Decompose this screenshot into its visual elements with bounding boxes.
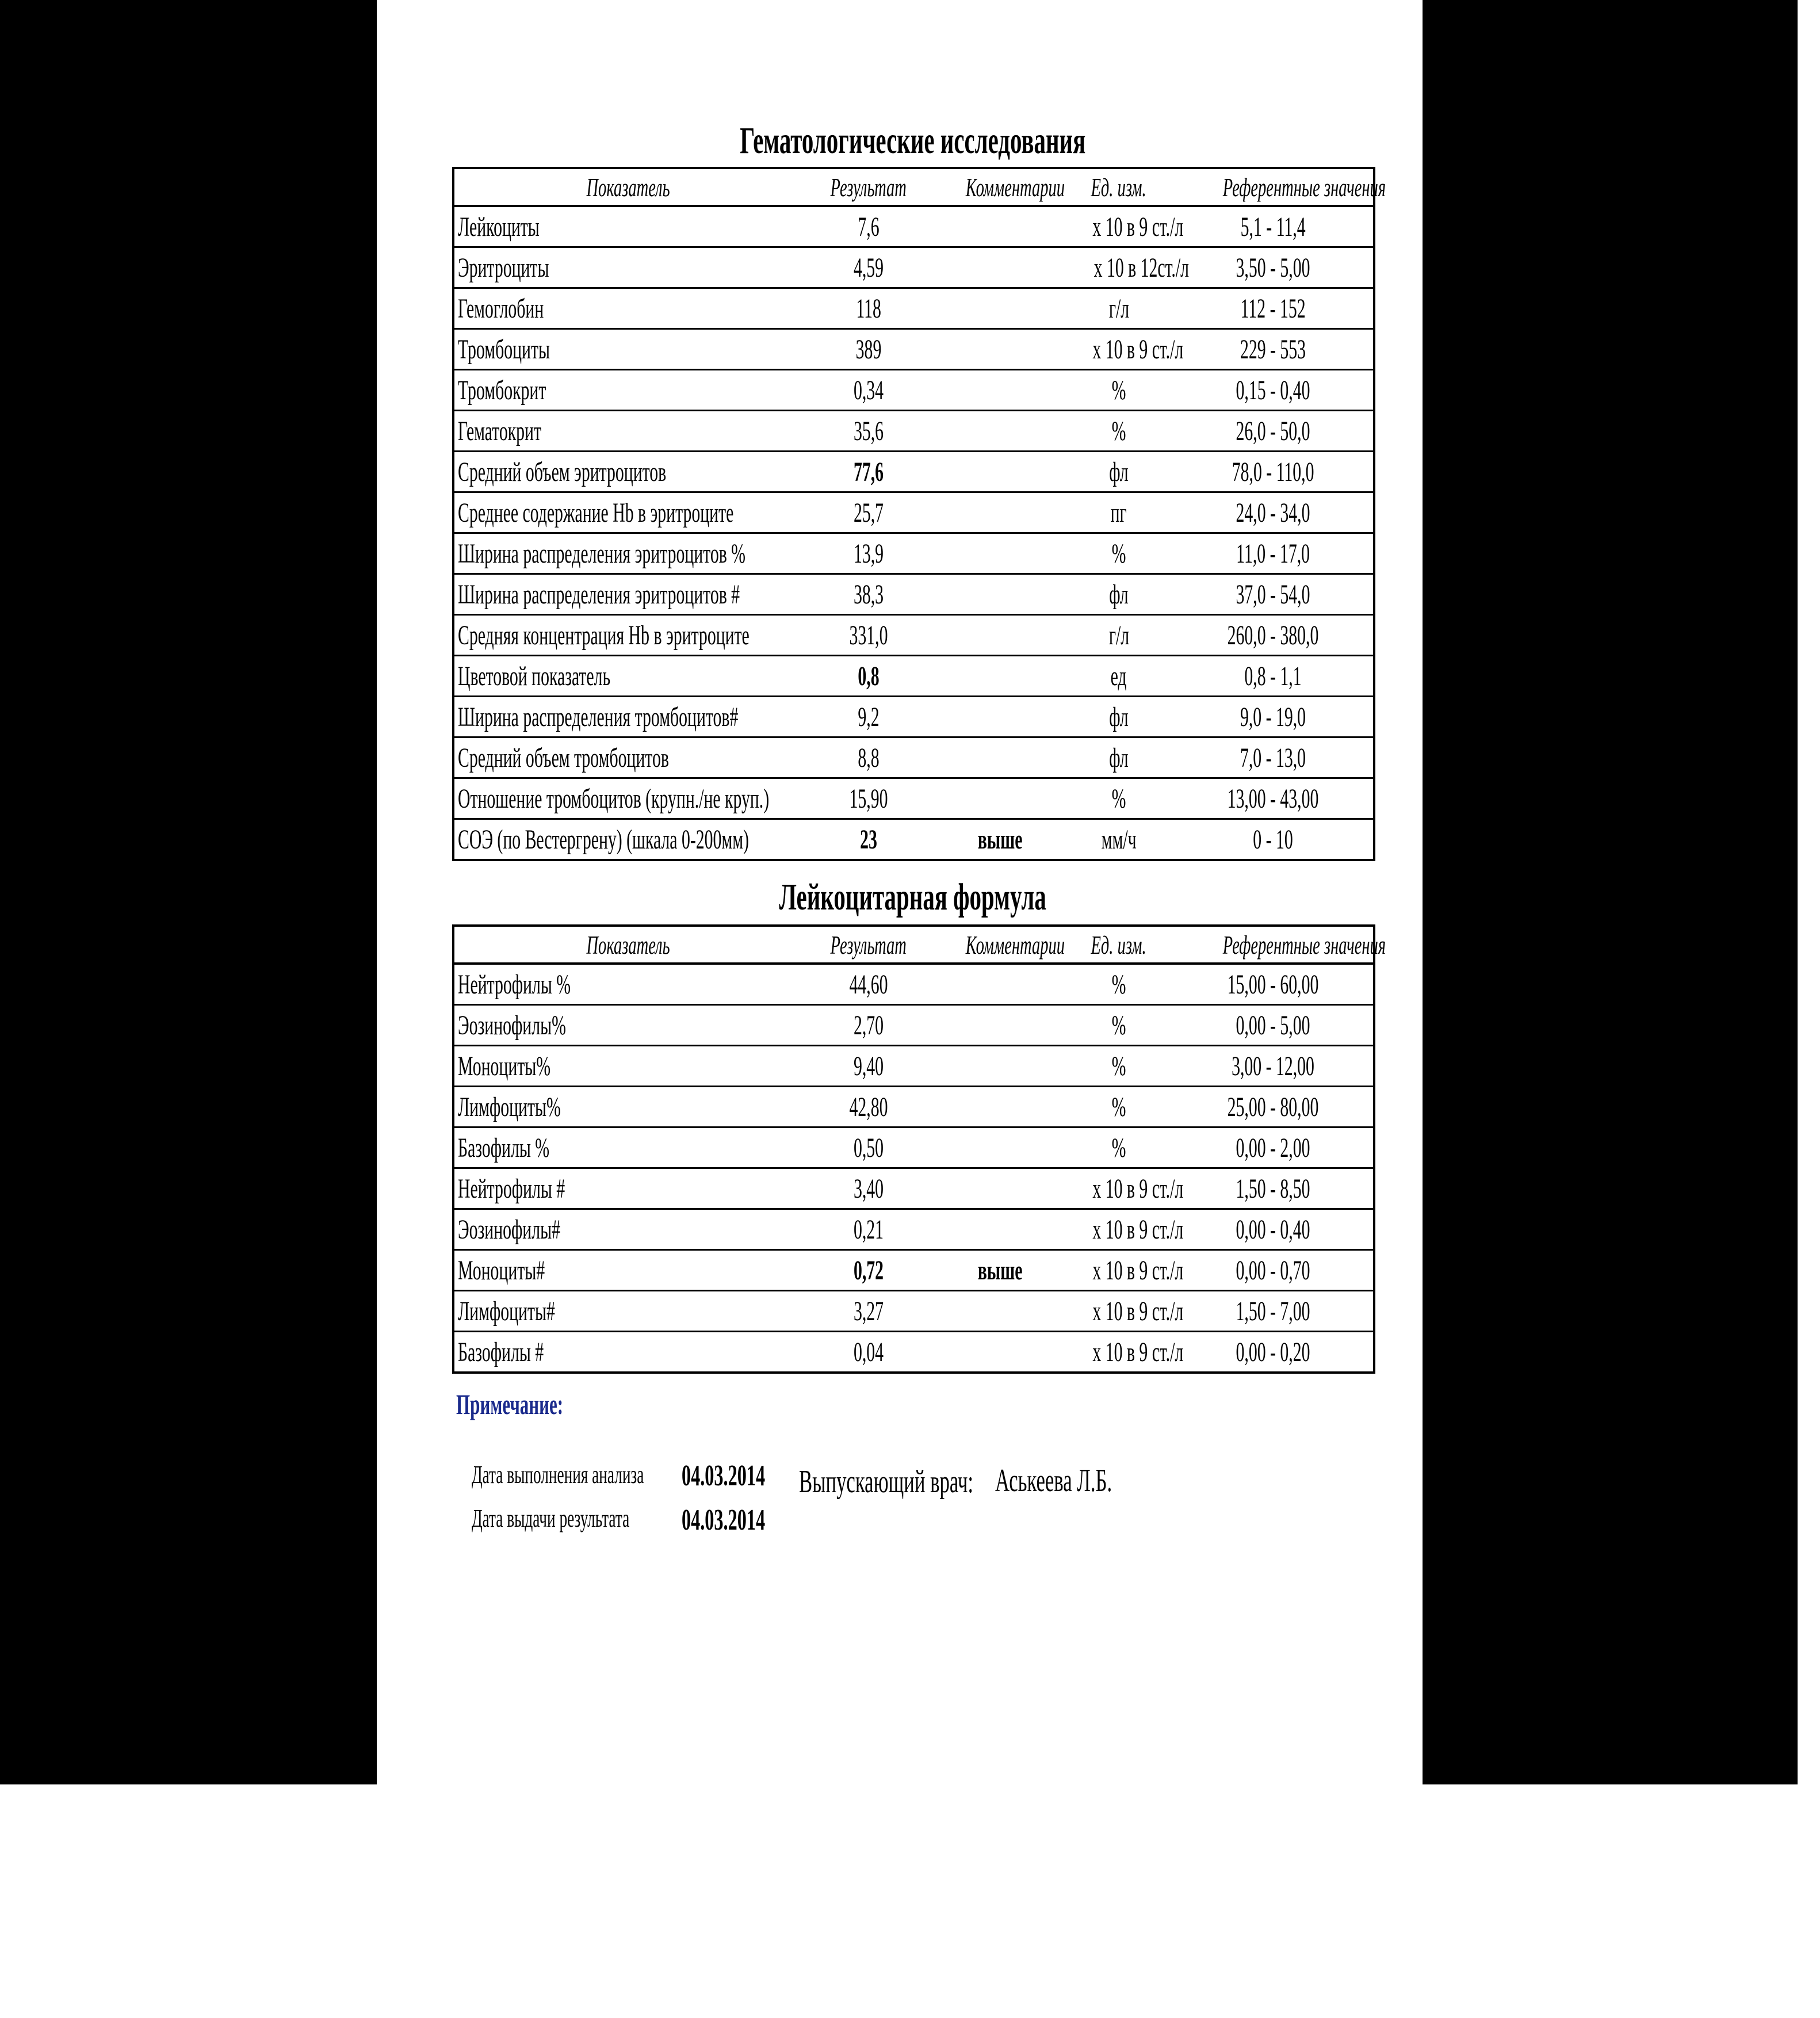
header-comment: Комментарии xyxy=(935,926,1065,964)
row-unit: х 10 в 9 ст./л xyxy=(1065,329,1173,370)
row-comment xyxy=(935,492,1065,533)
row-unit: г/л xyxy=(1065,288,1173,329)
row-ref: 0,00 - 0,70 xyxy=(1173,1250,1374,1291)
row-result: 4,59 xyxy=(802,247,935,288)
row-comment xyxy=(935,737,1065,778)
row-comment xyxy=(935,574,1065,615)
row-ref: 3,00 - 12,00 xyxy=(1173,1046,1374,1087)
row-ref: 37,0 - 54,0 xyxy=(1173,574,1374,615)
row-result: 42,80 xyxy=(802,1087,935,1128)
row-name: Нейтрофилы # xyxy=(453,1168,802,1209)
row-unit: % xyxy=(1065,1046,1173,1087)
header-name: Показатель xyxy=(453,926,802,964)
row-name: Лимфоциты% xyxy=(453,1087,802,1128)
row-ref: 0,15 - 0,40 xyxy=(1173,370,1374,411)
table-row xyxy=(453,452,1374,492)
row-comment xyxy=(935,1005,1065,1046)
row-comment xyxy=(935,329,1065,370)
right-black-band xyxy=(1423,0,1798,1784)
header-name: Показатель xyxy=(453,168,802,206)
row-name: Моноциты% xyxy=(453,1046,802,1087)
row-name: Ширина распределения эритроцитов # xyxy=(453,574,802,615)
table-row xyxy=(453,206,1374,247)
row-result: 7,6 xyxy=(802,206,935,247)
table-row xyxy=(453,1250,1374,1291)
row-comment xyxy=(935,697,1065,737)
row-result: 3,27 xyxy=(802,1291,935,1332)
table-row xyxy=(453,697,1374,737)
header-result: Результат xyxy=(802,926,935,964)
row-ref: 78,0 - 110,0 xyxy=(1173,452,1374,492)
row-name: Тромбоциты xyxy=(453,329,802,370)
row-result: 44,60 xyxy=(802,964,935,1005)
row-comment xyxy=(935,288,1065,329)
row-name: Нейтрофилы % xyxy=(453,964,802,1005)
header-result: Результат xyxy=(802,168,935,206)
row-result: 77,6 xyxy=(802,452,935,492)
header-comment: Комментарии xyxy=(935,168,1065,206)
row-name: Моноциты# xyxy=(453,1250,802,1291)
analysis-date-label: Дата выполнения анализа xyxy=(472,1461,644,1489)
row-unit: % xyxy=(1065,411,1173,452)
row-result: 0,50 xyxy=(802,1128,935,1168)
row-ref: 13,00 - 43,00 xyxy=(1173,778,1374,819)
row-name: Эозинофилы# xyxy=(453,1209,802,1250)
row-comment xyxy=(935,1332,1065,1373)
header-ref: Референтные значения xyxy=(1173,168,1374,206)
row-result: 0,34 xyxy=(802,370,935,411)
row-ref: 1,50 - 8,50 xyxy=(1173,1168,1374,1209)
row-unit: х 10 в 9 ст./л xyxy=(1065,206,1173,247)
row-ref: 260,0 - 380,0 xyxy=(1173,615,1374,656)
row-unit: фл xyxy=(1065,697,1173,737)
row-comment xyxy=(935,964,1065,1005)
row-unit: фл xyxy=(1065,574,1173,615)
row-name: Средний объем тромбоцитов xyxy=(453,737,802,778)
doctor-name: Аськеева Л.Б. xyxy=(995,1463,1112,1499)
row-unit: пг xyxy=(1065,492,1173,533)
table-row xyxy=(453,964,1374,1005)
row-unit: х 10 в 12ст./л xyxy=(1065,247,1173,288)
row-ref: 0,8 - 1,1 xyxy=(1173,656,1374,697)
row-comment xyxy=(935,656,1065,697)
row-name: Тромбокрит xyxy=(453,370,802,411)
table-row xyxy=(453,1128,1374,1168)
row-name: Гемоглобин xyxy=(453,288,802,329)
row-ref: 229 - 553 xyxy=(1173,329,1374,370)
note-label: Примечание: xyxy=(456,1388,564,1420)
row-unit: фл xyxy=(1065,452,1173,492)
row-unit: % xyxy=(1065,1128,1173,1168)
row-ref: 1,50 - 7,00 xyxy=(1173,1291,1374,1332)
table-row xyxy=(453,656,1374,697)
row-comment xyxy=(935,533,1065,574)
table-row xyxy=(453,492,1374,533)
header-unit: Ед. изм. xyxy=(1065,168,1173,206)
row-result: 13,9 xyxy=(802,533,935,574)
row-name: Среднее содержание Hb в эритроците xyxy=(453,492,802,533)
table-row xyxy=(453,1087,1374,1128)
row-ref: 0,00 - 0,20 xyxy=(1236,1336,1310,1367)
row-result: 118 xyxy=(802,288,935,329)
hematology-table xyxy=(452,167,1386,861)
left-black-band xyxy=(0,0,377,1784)
row-ref: 9,0 - 19,0 xyxy=(1173,697,1374,737)
row-ref: 0,00 - 2,00 xyxy=(1173,1128,1374,1168)
row-unit: г/л xyxy=(1065,615,1173,656)
header-unit: Ед. изм. xyxy=(1065,926,1173,964)
row-result: 35,6 xyxy=(802,411,935,452)
row-comment xyxy=(935,411,1065,452)
row-result: 0,72 xyxy=(802,1250,935,1291)
row-name: Ширина распределения эритроцитов % xyxy=(453,533,802,574)
row-name: Ширина распределения тромбоцитов# xyxy=(453,697,802,737)
row-unit: % xyxy=(1065,1005,1173,1046)
row-comment xyxy=(935,1046,1065,1087)
row-unit: % xyxy=(1065,778,1173,819)
row-comment xyxy=(935,1168,1065,1209)
row-unit: % xyxy=(1065,1087,1173,1128)
row-unit: % xyxy=(1065,533,1173,574)
row-ref: 25,00 - 80,00 xyxy=(1173,1087,1374,1128)
row-result: 2,70 xyxy=(802,1005,935,1046)
table-row xyxy=(453,247,1374,288)
leukocyte-table xyxy=(452,924,1386,1374)
row-name: Отношение тромбоцитов (крупн./не круп.) xyxy=(453,778,802,819)
row-name: Лимфоциты# xyxy=(453,1291,802,1332)
table-row xyxy=(453,615,1374,656)
analysis-date: 04.03.2014 xyxy=(682,1459,766,1492)
issue-date: 04.03.2014 xyxy=(682,1504,766,1537)
leukocyte-title: Лейкоцитарная формула xyxy=(779,876,1046,918)
row-unit: х 10 в 9 ст./л xyxy=(1065,1250,1173,1291)
row-result: 3,40 xyxy=(802,1168,935,1209)
table-row xyxy=(453,819,1374,861)
row-ref: 0,00 - 0,40 xyxy=(1173,1209,1374,1250)
row-name: Цветовой показатель xyxy=(453,656,802,697)
row-comment xyxy=(935,1128,1065,1168)
row-ref: 0,00 - 5,00 xyxy=(1173,1005,1374,1046)
row-comment xyxy=(935,452,1065,492)
row-ref: 7,0 - 13,0 xyxy=(1173,737,1374,778)
row-unit: фл xyxy=(1065,737,1173,778)
row-result: 8,8 xyxy=(802,737,935,778)
row-comment: выше xyxy=(977,824,1023,855)
row-comment xyxy=(935,1087,1065,1128)
row-result: 15,90 xyxy=(802,778,935,819)
table-row xyxy=(453,778,1374,819)
table-row xyxy=(453,1046,1374,1087)
issue-date-label: Дата выдачи результата xyxy=(472,1504,630,1532)
row-result: 0,8 xyxy=(802,656,935,697)
table-row xyxy=(453,1168,1374,1209)
row-result: 9,40 xyxy=(802,1046,935,1087)
row-unit: % xyxy=(1065,370,1173,411)
table-header-row xyxy=(453,168,1374,206)
row-result: 389 xyxy=(802,329,935,370)
row-name: Средняя концентрация Hb в эритроците xyxy=(453,615,802,656)
row-unit: х 10 в 9 ст./л xyxy=(1065,1291,1173,1332)
row-name: Средний объем эритроцитов xyxy=(453,452,802,492)
table-row xyxy=(453,737,1374,778)
table-row xyxy=(453,533,1374,574)
table-row xyxy=(453,1209,1374,1250)
row-comment: выше xyxy=(935,1250,1065,1291)
doctor-label: Выпускающий врач: xyxy=(799,1464,973,1500)
row-result: 23 xyxy=(860,824,877,855)
row-unit: х 10 в 9 ст./л xyxy=(1065,1168,1173,1209)
row-result: 25,7 xyxy=(802,492,935,533)
row-name: СОЭ (по Вестергрену) (шкала 0-200мм) xyxy=(458,824,749,855)
hematology-title: Гематологические исследования xyxy=(739,120,1086,162)
row-unit: х 10 в 9 ст./л xyxy=(1092,1336,1184,1367)
table-row xyxy=(453,1005,1374,1046)
table-row xyxy=(453,1332,1374,1373)
row-name: Эритроциты xyxy=(453,247,802,288)
table-row xyxy=(453,411,1374,452)
header-ref: Референтные значения xyxy=(1173,926,1374,964)
row-comment xyxy=(935,247,1065,288)
row-name: Лейкоциты xyxy=(453,206,802,247)
row-result: 331,0 xyxy=(802,615,935,656)
row-result: 0,21 xyxy=(802,1209,935,1250)
row-name: Базофилы % xyxy=(453,1128,802,1168)
row-ref: 15,00 - 60,00 xyxy=(1173,964,1374,1005)
row-comment xyxy=(935,1209,1065,1250)
table-row xyxy=(453,1291,1374,1332)
row-comment xyxy=(935,615,1065,656)
row-ref: 112 - 152 xyxy=(1173,288,1374,329)
row-result: 38,3 xyxy=(802,574,935,615)
table-row xyxy=(453,574,1374,615)
row-ref: 5,1 - 11,4 xyxy=(1173,206,1374,247)
row-unit: мм/ч xyxy=(1101,824,1137,855)
row-name: Эозинофилы% xyxy=(453,1005,802,1046)
row-ref: 3,50 - 5,00 xyxy=(1173,247,1374,288)
table-row xyxy=(453,329,1374,370)
row-ref: 11,0 - 17,0 xyxy=(1173,533,1374,574)
table-row xyxy=(453,370,1374,411)
row-comment xyxy=(935,370,1065,411)
row-comment xyxy=(935,206,1065,247)
row-name: Гематокрит xyxy=(453,411,802,452)
row-ref: 26,0 - 50,0 xyxy=(1173,411,1374,452)
row-result: 9,2 xyxy=(802,697,935,737)
row-name: Базофилы # xyxy=(458,1336,544,1367)
row-comment xyxy=(935,778,1065,819)
table-row xyxy=(453,288,1374,329)
table-header-row xyxy=(453,926,1374,964)
row-ref: 24,0 - 34,0 xyxy=(1173,492,1374,533)
row-comment xyxy=(935,1291,1065,1332)
row-unit: % xyxy=(1065,964,1173,1005)
row-ref: 0 - 10 xyxy=(1253,824,1293,855)
document-page xyxy=(377,0,1423,1784)
row-result: 0,04 xyxy=(853,1336,884,1367)
row-unit: х 10 в 9 ст./л xyxy=(1065,1209,1173,1250)
row-unit: ед xyxy=(1065,656,1173,697)
